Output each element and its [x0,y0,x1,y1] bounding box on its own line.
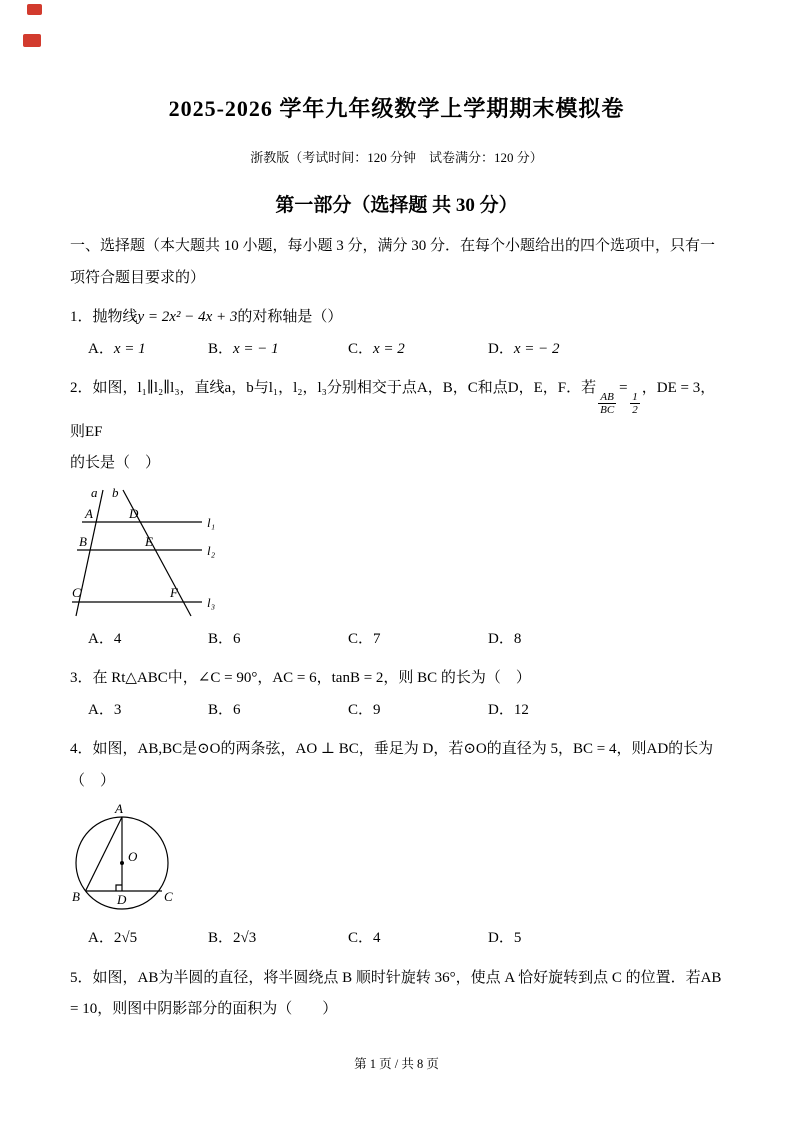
q4-option-c [348,923,488,955]
label-a: a [91,484,98,500]
option-label: A． [88,930,114,947]
q3-option-c [348,695,488,727]
label-E: E [145,533,153,549]
q1-text-post: 的对称轴是（） [237,309,343,325]
label-B: B [72,889,80,905]
label-C: C [164,889,173,905]
option-value: 6 [233,701,241,718]
label-b: b [112,484,119,500]
q4-options [70,923,723,955]
label-A: A [115,801,123,817]
option-value: 2√3 [233,930,257,947]
option-label: A． [88,340,114,357]
q3-option-b [208,695,348,727]
label-O: O [128,849,138,865]
line-ab [86,817,123,891]
q2-option-a [88,624,208,656]
q4-option-b [208,923,348,955]
option-value: 12 [513,701,529,718]
option-label: C． [348,701,374,718]
option-label: B． [208,630,234,647]
question-1 [70,302,723,334]
option-label: C． [348,630,374,647]
brand-mark-icon [27,4,42,15]
option-value: 3 [113,701,122,718]
option-label: D． [488,630,514,647]
option-label: B． [208,930,234,947]
q2-text-mid: ，DE = 3，则EF [70,380,716,440]
q2-options [70,624,723,656]
option-label: D． [488,701,514,718]
q1-option-a [88,334,208,366]
q3-option-a [88,695,208,727]
option-value: 7 [373,630,381,647]
q2-figure [70,484,242,624]
question-4: 4．如图，AB,BC是⊙O的两条弦，AO ⊥ BC，垂足为 D，若⊙O的直径为 5，BC = 4，则AD的长为（ ） [70,741,714,789]
label-l2: l₂ [207,542,216,558]
option-label: C． [348,340,374,357]
q4-figure [70,801,210,923]
question-5: 5．如图，AB为半圆的直径，将半圆绕点 B 顺时针旋转 36°，使点 A 恰好旋转到点 C 的位置．若AB = 10，则图中阴影部分的面积为（ ） [70,969,722,1018]
option-value: 6 [233,630,241,647]
exam-subtitle: 浙教版（考试时间：120 分钟 试卷满分：120 分） [250,150,543,165]
q4-option-d [488,923,521,955]
option-value: x = 1 [113,340,146,357]
option-label: B． [208,340,234,357]
option-label: C． [348,930,374,947]
option-label: D． [488,340,514,357]
question-3: 3．在 Rt△ABC中，∠C = 90°，AC = 6，tanB = 2，则 BC 的长为（ ） [70,670,531,687]
q3-option-d [488,695,529,727]
q2-text-pre: 2．如图，l₁∥l₂∥l₃，直线a，b与l₁，l₂，l₃分别相交于点A，B，C和点D，E，F．若 [70,380,597,396]
q2-option-b [208,624,348,656]
label-C: C [72,584,81,600]
page-title: 2025-2026 学年九年级数学上学期期末模拟卷 [168,96,625,121]
option-value: 2√5 [113,930,138,947]
q3-options [70,695,723,727]
q1-option-d [488,334,560,366]
q2-option-c [348,624,488,656]
q1-option-c [348,334,488,366]
label-l3: l₃ [207,594,216,610]
label-F: F [170,584,178,600]
option-value: x = 2 [373,340,405,357]
fraction-denominator: 2 [632,404,638,417]
label-l1: l₁ [207,514,216,530]
fraction-denominator: BC [600,404,615,417]
label-B: B [79,533,87,549]
option-label: A． [88,630,114,647]
q2-option-d [488,624,521,656]
page-footer: 第 1 页 / 共 8 页 [354,1057,439,1071]
section-intro: 一、选择题（本大题共 10 小题，每小题 3 分，满分 30 分．在每个小题给出的四个选项中，只有一项符合题目要求的） [70,238,716,286]
option-label: A． [88,701,114,718]
q4-option-a [88,923,208,955]
q1-options [70,334,723,366]
section-heading: 第一部分（选择题 共 30 分） [275,195,518,216]
option-label: B． [208,701,234,718]
option-label: D． [488,930,514,947]
fraction-1-2 [630,391,640,417]
option-value: x = − 2 [513,340,560,357]
question-2 [70,373,723,480]
option-value: 9 [373,701,381,718]
label-D: D [117,892,127,908]
brand-mark-icon [23,34,41,47]
fraction-numerator: AB [598,391,616,405]
option-value: 4 [373,930,381,947]
label-A: A [85,505,93,521]
q2-text-post: 的长是（ ） [70,455,161,472]
center-point [120,861,124,865]
right-angle-mark [116,885,122,891]
q1-option-b [208,334,348,366]
option-value: 8 [513,630,522,647]
q1-text-pre: 1．抛物线 [70,309,138,325]
option-value: 4 [113,630,122,647]
fraction-ab-bc [598,391,616,417]
label-D: D [129,505,139,521]
option-value: x = − 1 [233,340,279,357]
q1-formula: y = 2x² − 4x + 3 [137,309,238,325]
fraction-numerator: 1 [632,390,638,403]
q2-equals: = [618,380,629,396]
option-value: 5 [513,930,522,947]
